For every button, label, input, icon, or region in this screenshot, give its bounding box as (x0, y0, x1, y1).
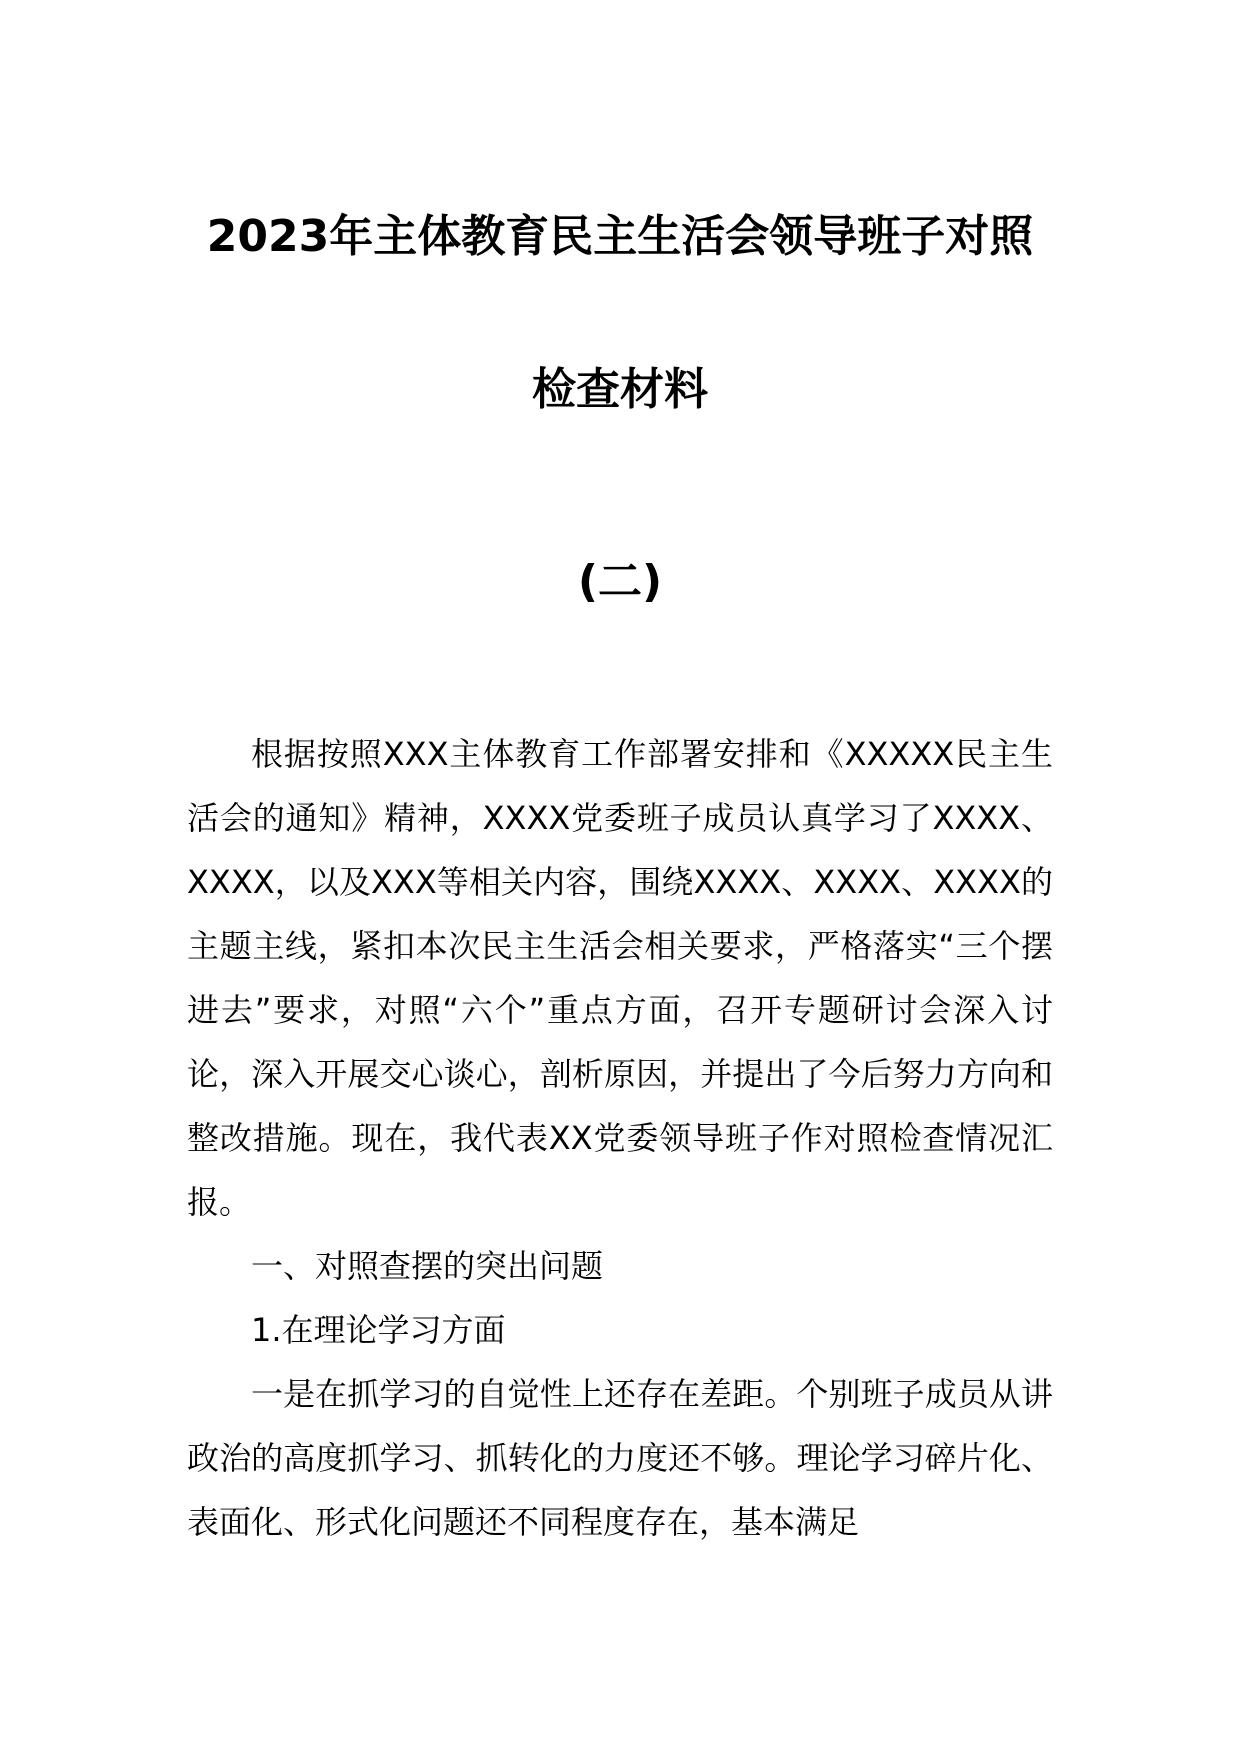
document-subtitle: (二) (577, 556, 663, 607)
section-heading: 一、对照查摆的突出问题 (251, 1247, 604, 1285)
body-paragraph: 一是在抓学习的自觉性上还存在差距。个别班子成员从讲政治的高度抓学习、抓转化的力度还不够。理论学习碎片化、表面化、形式化问题还不同程度存在，基本满足 (187, 1375, 1053, 1541)
document-body (187, 722, 1053, 1554)
document-title-line-1: 2023年主体教育民主生活会领导班子对照 (206, 211, 1034, 262)
subsection-heading: 1.在理论学习方面 (251, 1311, 506, 1349)
document-title-line-2: 检查材料 (532, 364, 708, 415)
intro-paragraph: 根据按照XXX主体教育工作部署安排和《XXXXX民主生活会的通知》精神，XXXX党委班子成员认真学习了XXXX、XXXX，以及XXX等相关内容，围绕XXXX、XXXX、XXXX的主题主线，紧扣本次民主生活会相关要求，严格落实“三个摆进去”要求，对照“六个”重点方面，召开专题研讨会深入讨论，深入开展交心谈心，剖析原因，并提出了今后努力方向和整改措施。现在，我代表XX党委领导班子作对照检查情况汇报。 (187, 735, 1053, 1221)
